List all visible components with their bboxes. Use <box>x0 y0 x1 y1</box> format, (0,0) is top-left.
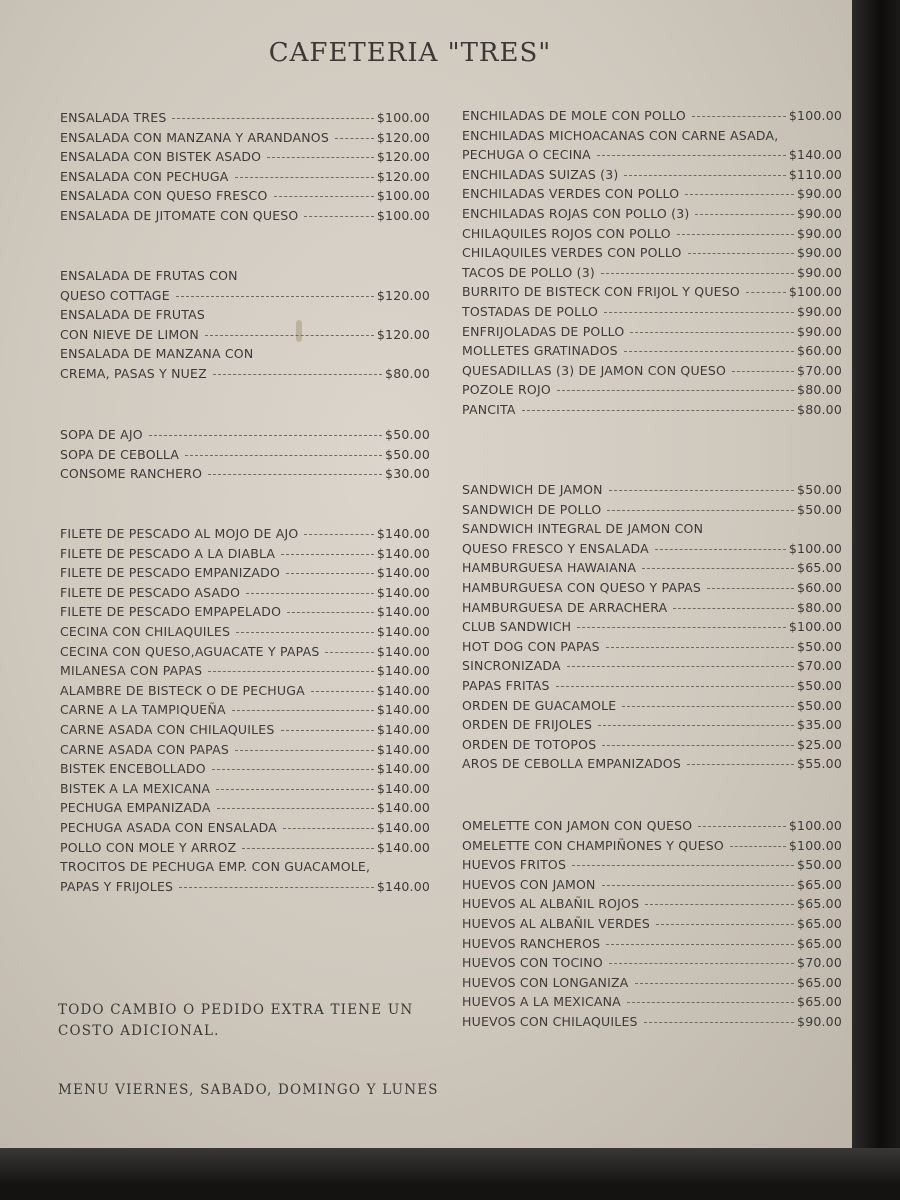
item-name: CARNE A LA TAMPIQUEÑA <box>60 702 226 718</box>
item-price: $80.00 <box>797 382 842 398</box>
item-name: BURRITO DE BISTECK CON FRIJOL Y QUESO <box>462 284 740 300</box>
dot-leader <box>217 808 374 809</box>
menu-item <box>60 110 430 130</box>
menu-item <box>60 169 430 189</box>
frutas-section <box>60 268 430 386</box>
item-name: POLLO CON MOLE Y ARROZ <box>60 839 237 855</box>
platos-section <box>60 526 430 859</box>
menu-item <box>462 580 842 600</box>
dot-leader <box>283 828 374 829</box>
item-name: HAMBURGUESA DE ARRACHERA <box>462 599 668 615</box>
dot-leader <box>732 371 794 372</box>
dot-leader <box>692 116 786 117</box>
item-price: $100.00 <box>788 284 842 300</box>
item-price: $100.00 <box>788 108 842 123</box>
menu-item <box>462 678 842 698</box>
menu-cover-edge <box>852 0 900 1200</box>
item-price: $50.00 <box>797 501 842 517</box>
dot-leader <box>602 885 794 886</box>
item-price: $65.00 <box>797 915 842 931</box>
menu-title: CAFETERIA "TRES" <box>268 38 552 68</box>
item-price: $70.00 <box>797 658 842 674</box>
menu-item <box>60 565 430 585</box>
dot-leader <box>602 745 794 746</box>
dot-leader <box>606 647 794 648</box>
item-price: $50.00 <box>797 697 842 713</box>
item-name: BISTEK ENCEBOLLADO <box>60 761 206 777</box>
dot-leader <box>707 588 794 589</box>
menu-item <box>60 288 430 308</box>
dot-leader <box>601 273 794 274</box>
dot-leader <box>655 549 786 550</box>
dot-leader <box>522 410 794 411</box>
dot-leader <box>642 568 794 569</box>
item-price: $140.00 <box>376 584 430 600</box>
item-price: $100.00 <box>788 837 842 853</box>
item-price: $120.00 <box>376 168 430 184</box>
ensaladas-section <box>60 110 430 228</box>
item-price: $90.00 <box>797 1013 842 1029</box>
item-price: $100.00 <box>376 110 430 125</box>
menu-item <box>462 541 842 561</box>
item-price: $90.00 <box>797 205 842 221</box>
menu-item <box>462 245 842 265</box>
menu-item <box>60 683 430 703</box>
item-name: CARNE ASADA CON CHILAQUILES <box>60 721 275 737</box>
menu-item <box>462 838 842 858</box>
menu-item <box>60 781 430 801</box>
menu-item <box>462 482 842 502</box>
item-price: $140.00 <box>788 147 842 163</box>
item-price: $25.00 <box>797 736 842 752</box>
item-name: CONSOME RANCHERO <box>60 466 203 482</box>
item-name: FILETE DE PESCADO ASADO <box>60 584 241 600</box>
menu-item <box>462 896 842 916</box>
item-name: QUESO FRESCO Y ENSALADA <box>462 540 649 556</box>
dot-leader <box>556 686 794 687</box>
menu-item <box>60 149 430 169</box>
item-price: $140.00 <box>376 800 430 816</box>
dot-leader <box>304 216 373 217</box>
item-price: $90.00 <box>797 303 842 319</box>
menu-item <box>462 186 842 206</box>
item-price: $60.00 <box>797 343 842 359</box>
menu-item <box>60 208 430 228</box>
menu-item <box>60 466 430 486</box>
dot-leader <box>644 1022 794 1023</box>
dot-leader <box>645 904 794 905</box>
item-price: $65.00 <box>797 896 842 912</box>
item-name: CHILAQUILES ROJOS CON POLLO <box>462 225 671 241</box>
item-price: $110.00 <box>788 166 842 182</box>
dot-leader <box>685 194 794 195</box>
menu-item <box>462 916 842 936</box>
dot-leader <box>287 612 374 613</box>
item-price: $100.00 <box>788 540 842 556</box>
menu-item <box>60 366 430 386</box>
item-name: ENSALADA CON BISTEK ASADO <box>60 149 262 165</box>
item-name: SANDWICH DE POLLO <box>462 501 602 517</box>
menu-line: ENCHILADAS MICHOACANAS CON CARNE ASADA, <box>462 127 779 143</box>
item-name: ORDEN DE GUACAMOLE <box>462 697 617 713</box>
item-name: CARNE ASADA CON PAPAS <box>60 741 229 757</box>
dot-leader <box>172 118 373 119</box>
item-price: $140.00 <box>376 878 430 894</box>
menu-item <box>60 761 430 781</box>
dot-leader <box>746 292 786 293</box>
menu-item <box>462 324 842 344</box>
menu-line: SANDWICH INTEGRAL DE JAMON CON <box>462 521 704 537</box>
menu-item <box>462 619 842 639</box>
menu-item <box>60 800 430 820</box>
menu-item <box>60 644 430 664</box>
item-price: $100.00 <box>788 619 842 635</box>
dot-leader <box>572 865 794 866</box>
item-name: HUEVOS FRITOS <box>462 857 567 873</box>
item-name: HOT DOG CON PAPAS <box>462 638 600 654</box>
item-price: $140.00 <box>376 780 430 796</box>
dot-leader <box>606 944 794 945</box>
menu-item <box>60 879 430 899</box>
menu-item <box>462 226 842 246</box>
menu-item <box>462 265 842 285</box>
item-name: ORDEN DE TOTOPOS <box>462 736 597 752</box>
item-name: PAPAS FRITAS <box>462 677 550 693</box>
item-name: SOPA DE AJO <box>60 427 143 442</box>
item-price: $140.00 <box>376 604 430 620</box>
item-price: $35.00 <box>797 717 842 733</box>
item-price: $90.00 <box>797 323 842 339</box>
item-price: $120.00 <box>376 149 430 165</box>
item-name: MOLLETES GRATINADOS <box>462 343 618 359</box>
item-name: ALAMBRE DE BISTECK O DE PECHUGA <box>60 682 305 698</box>
item-name: FILETE DE PESCADO A LA DIABLA <box>60 545 276 561</box>
item-name: QUESADILLAS (3) DE JAMON CON QUESO <box>462 362 727 378</box>
item-name: HUEVOS AL ALBAÑIL VERDES <box>462 915 651 931</box>
dot-leader <box>235 177 374 178</box>
menu-item <box>60 663 430 683</box>
item-name: MILANESA CON PAPAS <box>60 663 203 679</box>
extra-cost-note: TODO CAMBIO O PEDIDO EXTRA TIENE UN COSTO ADICIONAL. <box>58 1002 414 1039</box>
menu-item <box>60 447 430 467</box>
item-price: $30.00 <box>385 466 430 482</box>
item-name: HUEVOS A LA MEXICANA <box>462 994 621 1010</box>
item-name: SINCRONIZADA <box>462 658 561 674</box>
item-price: $65.00 <box>797 974 842 990</box>
item-name: CHILAQUILES VERDES CON POLLO <box>462 245 682 261</box>
item-name: HUEVOS AL ALBAÑIL ROJOS <box>462 896 640 912</box>
dot-leader <box>267 157 374 158</box>
item-name: ENCHILADAS SUIZAS (3) <box>462 166 619 182</box>
item-price: $50.00 <box>797 677 842 693</box>
item-name: BISTEK A LA MEXICANA <box>60 780 211 796</box>
menu-item <box>462 167 842 187</box>
item-name: PANCITA <box>462 401 516 417</box>
menu-item <box>60 742 430 762</box>
menu-item <box>462 994 842 1014</box>
item-price: $140.00 <box>376 702 430 718</box>
item-price: $65.00 <box>797 935 842 951</box>
item-price: $140.00 <box>376 526 430 541</box>
item-price: $90.00 <box>797 186 842 202</box>
dot-leader <box>677 234 794 235</box>
dot-leader <box>607 510 794 511</box>
item-price: $50.00 <box>797 638 842 654</box>
item-name: PECHUGA O CECINA <box>462 147 591 163</box>
menu-item <box>462 304 842 324</box>
menu-item <box>462 343 842 363</box>
item-name: TOSTADAS DE POLLO <box>462 303 599 319</box>
item-price: $120.00 <box>376 326 430 342</box>
item-name: CREMA, PASAS Y NUEZ <box>60 365 207 381</box>
dot-leader <box>281 730 374 731</box>
dot-leader <box>235 750 374 751</box>
dot-leader <box>635 983 795 984</box>
dot-leader <box>627 1002 794 1003</box>
menu-item <box>462 560 842 580</box>
sopas-section <box>60 427 430 486</box>
item-name: HAMBURGUESA HAWAIANA <box>462 560 637 576</box>
sandwich-section <box>462 482 842 776</box>
item-price: $80.00 <box>797 401 842 417</box>
dot-leader <box>236 632 374 633</box>
dot-leader <box>304 534 373 535</box>
item-name: AROS DE CEBOLLA EMPANIZADOS <box>462 756 681 772</box>
item-name: ENCHILADAS ROJAS CON POLLO (3) <box>462 205 690 221</box>
enchiladas-section <box>462 108 842 422</box>
item-name: CECINA CON QUESO,AGUACATE Y PAPAS <box>60 643 320 659</box>
dot-leader <box>673 608 794 609</box>
dot-leader <box>624 175 785 176</box>
item-price: $140.00 <box>376 623 430 639</box>
dot-leader <box>208 671 374 672</box>
item-name: ENCHILADAS VERDES CON POLLO <box>462 186 680 202</box>
menu-item <box>462 363 842 383</box>
dot-leader <box>205 335 374 336</box>
menu-item <box>462 284 842 304</box>
menu-line: TROCITOS DE PECHUGA EMP. CON GUACAMOLE, <box>60 859 371 874</box>
item-name: FILETE DE PESCADO EMPANIZADO <box>60 565 281 581</box>
item-price: $50.00 <box>385 427 430 442</box>
menu-item <box>462 1014 842 1034</box>
item-price: $120.00 <box>376 129 430 145</box>
item-price: $100.00 <box>788 818 842 833</box>
menu-item <box>462 658 842 678</box>
dot-leader <box>325 652 373 653</box>
dot-leader <box>687 764 794 765</box>
item-name: ENSALADA CON MANZANA Y ARANDANOS <box>60 129 329 145</box>
menu-item <box>462 955 842 975</box>
menu-item <box>60 840 430 860</box>
menu-item <box>462 698 842 718</box>
item-price: $80.00 <box>797 599 842 615</box>
menu-item <box>462 502 842 522</box>
trocitos-section <box>60 859 430 898</box>
item-price: $140.00 <box>376 643 430 659</box>
menu-item <box>462 108 842 128</box>
menu-cover-bottom <box>0 1148 900 1200</box>
dot-leader <box>176 296 374 297</box>
menu-item <box>60 327 430 347</box>
dot-leader <box>311 691 374 692</box>
item-price: $65.00 <box>797 560 842 576</box>
item-name: HUEVOS CON CHILAQUILES <box>462 1013 638 1029</box>
item-price: $100.00 <box>376 188 430 204</box>
dot-leader <box>335 138 374 139</box>
item-name: ENSALADA TRES <box>60 110 167 125</box>
menu-item <box>60 585 430 605</box>
item-price: $140.00 <box>376 565 430 581</box>
item-price: $140.00 <box>376 545 430 561</box>
menu-item <box>60 722 430 742</box>
item-name: ENCHILADAS DE MOLE CON POLLO <box>462 108 686 123</box>
dot-leader <box>609 963 794 964</box>
menu-item <box>462 857 842 877</box>
item-price: $140.00 <box>376 721 430 737</box>
item-name: SANDWICH DE JAMON <box>462 482 603 497</box>
item-price: $140.00 <box>376 761 430 777</box>
dot-leader <box>597 155 786 156</box>
item-name: ENFRIJOLADAS DE POLLO <box>462 323 625 339</box>
dot-leader <box>286 573 374 574</box>
dot-leader <box>609 490 794 491</box>
item-price: $140.00 <box>376 663 430 679</box>
item-name: SOPA DE CEBOLLA <box>60 446 180 462</box>
menu-item <box>60 820 430 840</box>
dot-leader <box>577 627 786 628</box>
dot-leader <box>604 312 794 313</box>
dot-leader <box>246 593 374 594</box>
item-name: ENSALADA CON PECHUGA <box>60 168 229 184</box>
item-price: $140.00 <box>376 819 430 835</box>
item-name: PECHUGA EMPANIZADA <box>60 800 211 816</box>
dot-leader <box>212 769 374 770</box>
item-price: $140.00 <box>376 839 430 855</box>
dot-leader <box>242 848 374 849</box>
dot-leader <box>149 435 382 436</box>
item-name: FILETE DE PESCADO AL MOJO DE AJO <box>60 526 299 541</box>
item-price: $55.00 <box>797 756 842 772</box>
item-price: $120.00 <box>376 287 430 303</box>
item-name: HUEVOS RANCHEROS <box>462 935 601 951</box>
item-price: $70.00 <box>797 362 842 378</box>
item-price: $90.00 <box>797 245 842 261</box>
menu-item <box>60 546 430 566</box>
dot-leader <box>688 253 794 254</box>
menu-item <box>60 702 430 722</box>
dot-leader <box>698 826 786 827</box>
item-price: $90.00 <box>797 225 842 241</box>
dot-leader <box>630 332 794 333</box>
item-name: ORDEN DE FRIJOLES <box>462 717 593 733</box>
dot-leader <box>232 710 374 711</box>
item-name: TACOS DE POLLO (3) <box>462 264 595 280</box>
dot-leader <box>281 554 374 555</box>
dot-leader <box>179 887 374 888</box>
item-name: HUEVOS CON LONGANIZA <box>462 974 629 990</box>
item-price: $50.00 <box>797 482 842 497</box>
menu-item <box>60 526 430 546</box>
dot-leader <box>557 390 794 391</box>
item-name: ENSALADA CON QUESO FRESCO <box>60 188 268 204</box>
dot-leader <box>213 374 382 375</box>
menu-item <box>462 382 842 402</box>
dot-leader <box>216 789 374 790</box>
menu-item <box>462 402 842 422</box>
item-name: OMELETTE CON CHAMPIÑONES Y QUESO <box>462 837 724 853</box>
dot-leader <box>656 924 794 925</box>
menu-item <box>60 188 430 208</box>
menu-item <box>60 624 430 644</box>
dot-leader <box>624 351 794 352</box>
dot-leader <box>208 474 382 475</box>
huevos-section <box>462 818 842 1034</box>
menu-item <box>462 975 842 995</box>
item-price: $50.00 <box>797 857 842 873</box>
item-name: POZOLE ROJO <box>462 382 551 398</box>
dot-leader <box>730 846 786 847</box>
menu-days-note: MENU VIERNES, SABADO, DOMINGO Y LUNES <box>58 1082 439 1098</box>
menu-item <box>60 130 430 150</box>
item-price: $70.00 <box>797 955 842 971</box>
menu-line: ENSALADA DE FRUTAS <box>60 307 205 323</box>
item-price: $90.00 <box>797 264 842 280</box>
menu-item <box>462 717 842 737</box>
item-name: PAPAS Y FRIJOLES <box>60 878 174 894</box>
item-name: QUESO COTTAGE <box>60 287 170 303</box>
item-name: HUEVOS CON TOCINO <box>462 955 603 971</box>
item-name: PECHUGA ASADA CON ENSALADA <box>60 819 277 835</box>
menu-item <box>462 818 842 838</box>
item-price: $80.00 <box>385 365 430 381</box>
item-name: HUEVOS CON JAMON <box>462 876 596 892</box>
dot-leader <box>274 196 374 197</box>
menu-item <box>462 600 842 620</box>
menu-item <box>462 206 842 226</box>
item-name: CECINA CON CHILAQUILES <box>60 623 231 639</box>
menu-item <box>462 639 842 659</box>
menu-item <box>60 427 430 447</box>
item-name: ENSALADA DE JITOMATE CON QUESO <box>60 207 299 223</box>
item-name: CLUB SANDWICH <box>462 619 572 635</box>
menu-item <box>462 147 842 167</box>
item-name: CON NIEVE DE LIMON <box>60 326 199 342</box>
dot-leader <box>622 706 794 707</box>
item-price: $140.00 <box>376 682 430 698</box>
item-name: HAMBURGUESA CON QUESO Y PAPAS <box>462 579 702 595</box>
dot-leader <box>185 455 382 456</box>
menu-item <box>462 936 842 956</box>
dot-leader <box>567 666 794 667</box>
menu-line: ENSALADA DE MANZANA CON <box>60 346 254 362</box>
menu-item <box>462 737 842 757</box>
menu-item <box>462 877 842 897</box>
menu-item <box>462 756 842 776</box>
menu-item <box>60 604 430 624</box>
dot-leader <box>598 725 794 726</box>
item-price: $60.00 <box>797 579 842 595</box>
item-name: FILETE DE PESCADO EMPAPELADO <box>60 604 282 620</box>
item-price: $100.00 <box>376 207 430 223</box>
item-name: OMELETTE CON JAMON CON QUESO <box>462 818 693 833</box>
item-price: $65.00 <box>797 876 842 892</box>
item-price: $65.00 <box>797 994 842 1010</box>
dot-leader <box>695 214 794 215</box>
menu-line: ENSALADA DE FRUTAS CON <box>60 268 238 283</box>
item-price: $140.00 <box>376 741 430 757</box>
item-price: $50.00 <box>385 446 430 462</box>
